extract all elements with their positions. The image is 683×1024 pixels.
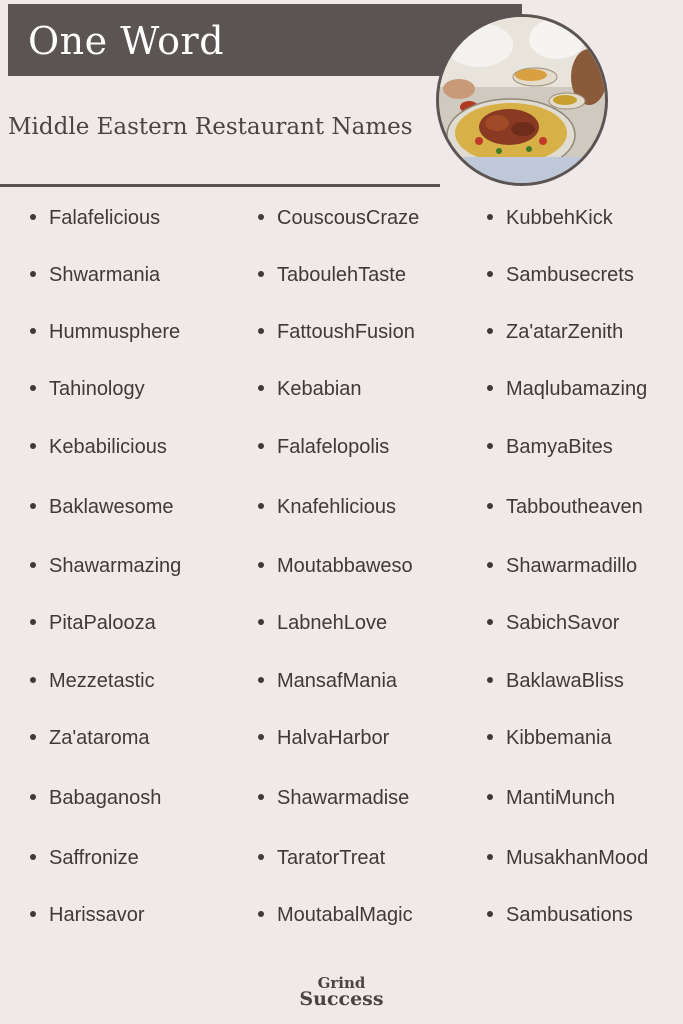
bullet-icon [258,271,264,277]
list-item-label: LabnehLove [277,612,388,634]
list-item [258,786,409,810]
bullet-icon [487,214,493,220]
bullet-icon [258,734,264,740]
list-item [487,377,647,401]
list-item-label: Mezzetastic [49,670,155,692]
list-item-label: Knafehlicious [277,496,396,518]
bullet-icon [258,214,264,220]
list-item-label: Kibbemania [506,727,612,749]
bullet-icon [30,443,36,449]
list-item [487,263,634,287]
list-item [487,206,613,230]
bullet-icon [487,271,493,277]
list-item [487,726,612,750]
list-item [30,263,160,287]
list-item [30,726,150,750]
list-item-label: KubbehKick [506,207,613,229]
bullet-icon [258,854,264,860]
bullet-icon [30,911,36,917]
bullet-icon [30,503,36,509]
page-subtitle: Middle Eastern Restaurant Names [8,114,413,140]
list-item [487,554,637,578]
list-item [30,206,160,230]
list-item-label: Za'atarZenith [506,321,624,343]
list-item-label: MusakhanMood [506,847,649,869]
bullet-icon [258,443,264,449]
list-item-label: PitaPalooza [49,612,156,634]
list-item-label: Kebabilicious [49,436,167,458]
bullet-icon [258,328,264,334]
list-item-label: SabichSavor [506,612,620,634]
list-item [258,495,396,519]
list-item-label: Hummusphere [49,321,181,343]
list-item [30,320,180,344]
logo-line-1: Grind [317,974,366,992]
list-item [30,846,139,870]
list-item-label: MantiMunch [506,787,615,809]
list-item-label: Saffronize [49,847,139,869]
list-item [30,554,181,578]
list-item-label: TaboulehTaste [277,264,406,286]
list-item-label: Shwarmania [49,264,161,286]
list-item [30,377,145,401]
header-divider [0,184,440,187]
list-item-label: Falafelicious [49,207,161,229]
list-item-label: Shawarmadillo [506,555,638,577]
list-item [30,611,156,635]
list-item [487,320,623,344]
list-item [487,669,624,693]
list-item [487,903,633,927]
list-item [258,554,413,578]
bullet-icon [487,443,493,449]
list-item [487,495,643,519]
bullet-icon [258,385,264,391]
list-item [258,669,397,693]
bullet-icon [487,562,493,568]
bullet-icon [487,503,493,509]
bullet-icon [30,328,36,334]
bullet-icon [258,794,264,800]
list-item-label: Tahinology [49,378,145,400]
list-item-label: Falafelopolis [277,436,390,458]
bullet-icon [30,677,36,683]
name-list [30,196,680,956]
list-item [30,495,174,519]
list-item-label: Baklawesome [49,496,174,518]
list-item-label: MansafMania [277,670,398,692]
list-item-label: Sambusecrets [506,264,634,286]
list-item [258,206,419,230]
list-item [258,320,415,344]
list-item [30,786,161,810]
bullet-icon [487,734,493,740]
bullet-icon [258,619,264,625]
bullet-icon [258,677,264,683]
list-item [487,435,613,459]
list-item [258,377,362,401]
list-item [30,903,145,927]
list-item-label: Za'ataroma [49,727,150,749]
list-item-label: Maqlubamazing [506,378,648,400]
list-item-label: HalvaHarbor [277,727,390,749]
bullet-icon [487,328,493,334]
bullet-icon [487,854,493,860]
bullet-icon [30,214,36,220]
list-item [258,435,389,459]
bullet-icon [30,385,36,391]
list-item [258,846,385,870]
list-item-label: BamyaBites [506,436,613,458]
list-item [258,726,389,750]
bullet-icon [30,794,36,800]
bullet-icon [30,854,36,860]
bullet-icon [258,503,264,509]
list-item-label: Tabboutheaven [506,496,643,518]
list-item-label: CouscousCraze [277,207,420,229]
list-item [30,669,155,693]
list-item-label: Babaganosh [49,787,162,809]
list-item-label: TaratorTreat [277,847,386,869]
list-item [258,903,413,927]
list-item-label: Kebabian [277,378,362,400]
list-item [258,263,406,287]
bullet-icon [30,619,36,625]
bullet-icon [30,271,36,277]
list-item-label: MoutabalMagic [277,904,413,926]
list-item-label: Harissavor [49,904,145,926]
list-item-label: Sambusations [506,904,633,926]
brand-logo [0,975,683,1009]
logo-line-2: Success [299,988,384,1010]
bullet-icon [487,911,493,917]
bullet-icon [30,562,36,568]
bullet-icon [487,677,493,683]
page-title: One Word [28,19,225,63]
bullet-icon [258,911,264,917]
list-item [30,435,167,459]
bullet-icon [487,385,493,391]
bullet-icon [487,619,493,625]
list-item [487,846,648,870]
food-platter-illustration [439,17,605,183]
list-item [487,611,619,635]
bullet-icon [487,794,493,800]
bullet-icon [258,562,264,568]
list-item [487,786,615,810]
list-item-label: Moutabbaweso [277,555,413,577]
bullet-icon [30,734,36,740]
list-item-label: Shawarmadise [277,787,410,809]
list-item-label: BaklawaBliss [506,670,624,692]
list-item-label: Shawarmazing [49,555,182,577]
list-item [258,611,387,635]
list-item-label: FattoushFusion [277,321,415,343]
food-platter-photo [436,14,608,186]
